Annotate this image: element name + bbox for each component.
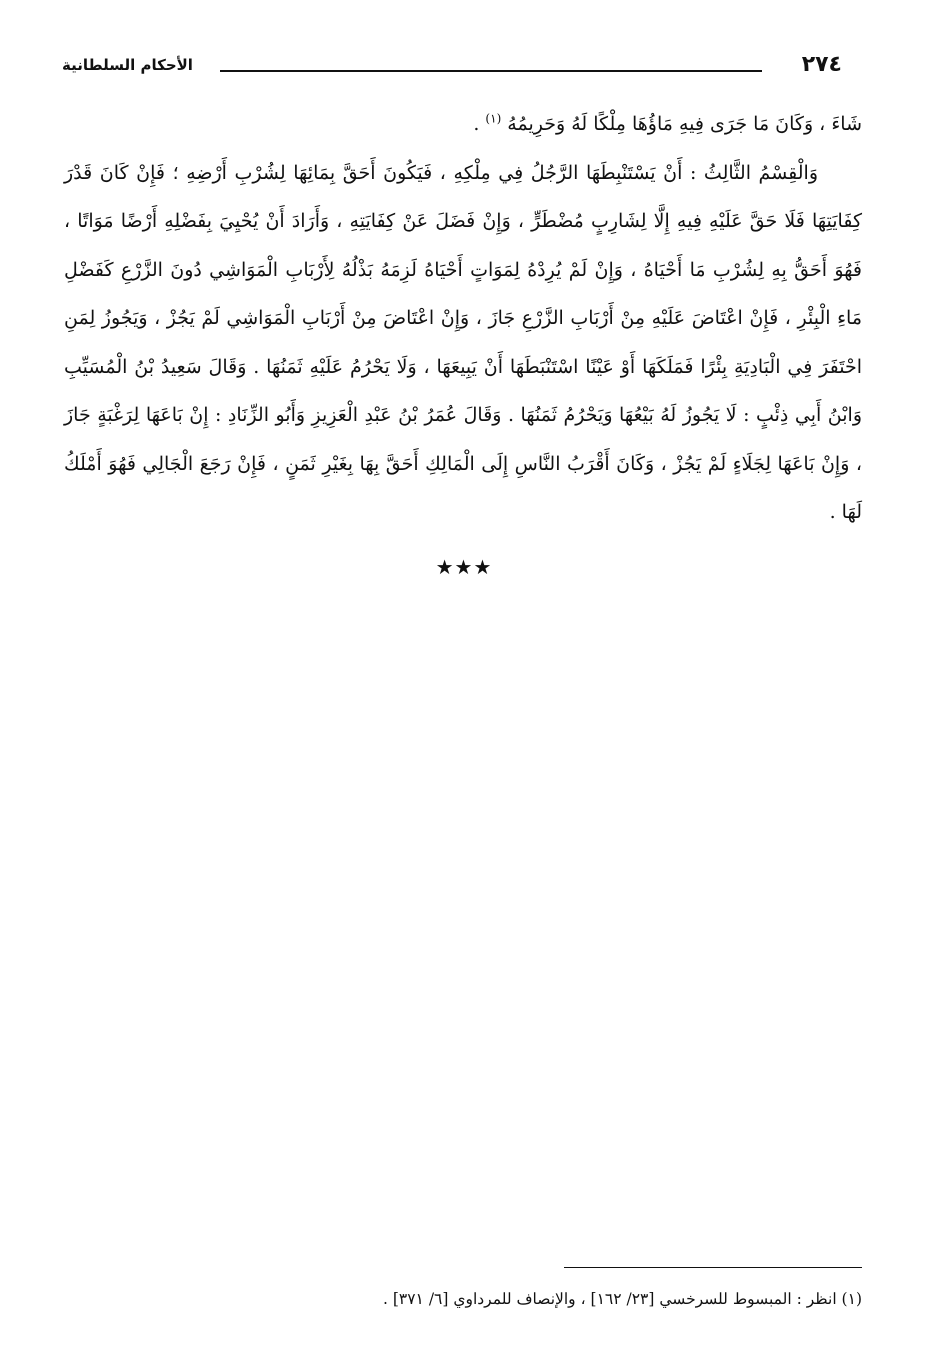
- footnote-rule: [564, 1267, 862, 1268]
- footnote-marker: (١): [485, 111, 502, 126]
- footnote: (١) انظر : المبسوط للسرخسي [٢٣/ ١٦٢] ، والإنصاف للمرداوي [٦/ ٣٧١] .: [383, 1290, 862, 1308]
- section-divider: ★★★: [435, 555, 493, 579]
- page-header: [62, 52, 842, 92]
- header-rule: [220, 70, 762, 72]
- body-text: [64, 100, 862, 537]
- paragraph-1: [64, 100, 862, 149]
- paragraph-1-text: شَاءَ ، وَكَانَ مَا جَرَى فِيهِ مَاؤُهَا مِلْكًا لَهُ وَحَرِيمُهُ: [507, 113, 862, 135]
- page-number: ٢٧٤: [801, 52, 842, 77]
- paragraph-1-end: .: [473, 113, 480, 135]
- paragraph-2: وَالْقِسْمُ الثَّالِثُ : أَنْ يَسْتَنْبِطَهَا الرَّجُلُ فِي مِلْكِهِ ، فَيَكُونَ أَحَقَّ بِمَائِهَا لِشُرْبِ أَرْضِهِ ؛ فَإِنْ كَانَ قَدْرَ كِفَايَتِهَا فَلَا حَقَّ عَلَيْهِ فِيهِ إِلَّا لِشَارِبٍ مُضْطَرٍّ ، وَإِنْ فَضَلَ عَنْ كِفَايَتِهِ ، وَأَرَادَ أَنْ يُحْيِيَ بِفَضْلِهِ أَرْضًا مَوَاتًا ، فَهُوَ أَحَقُّ بِهِ لِشُرْبِ مَا أَحْيَاهُ ، وَإِنْ لَمْ يُرِدْهُ لِمَوَاتٍ أَحْيَاهُ لَزِمَهُ بَذْلُهُ لِأَرْبَابِ الْمَوَاشِي دُونَ الزَّرْعِ كَفَضْلِ مَاءِ الْبِئْرِ ، فَإِنْ اعْتَاضَ عَلَيْهِ مِنْ أَرْبَابِ الزَّرْعِ جَازَ ، وَإِنْ اعْتَاضَ مِنْ أَرْبَابِ الْمَوَاشِي لَمْ يَجُزْ ، وَيَجُوزُ لِمَنِ احْتَفَرَ فِي الْبَادِيَةِ بِئْرًا فَمَلَكَهَا أَوْ عَيْنًا اسْتَنْبَطَهَا أَنْ يَبِيعَهَا ، وَلَا يَحْرُمُ عَلَيْهِ ثَمَنُهَا . وَقَالَ سَعِيدُ بْنُ الْمُسَيِّبِ وَابْنُ أَبِي ذِئْبٍ : لَا يَجُوزُ لَهُ بَيْعُهَا وَيَحْرُمُ ثَمَنُهَا . وَقَالَ عُمَرُ بْنُ عَبْدِ الْعَزِيزِ وَأَبُو الزِّنَادِ : إِنْ بَاعَهَا لِرَغْبَةٍ جَازَ ، وَإِنْ بَاعَهَا لِجَلَاءٍ لَمْ يَجُزْ ، وَكَانَ أَقْرَبُ النَّاسِ إِلَى الْمَالِكِ أَحَقَّ بِهَا بِغَيْرِ ثَمَنٍ ، فَإِنْ رَجَعَ الْجَالِي فَهُوَ أَمْلَكُ لَهَا .: [64, 161, 862, 523]
- running-title: الأحكام السلطانية: [62, 56, 193, 74]
